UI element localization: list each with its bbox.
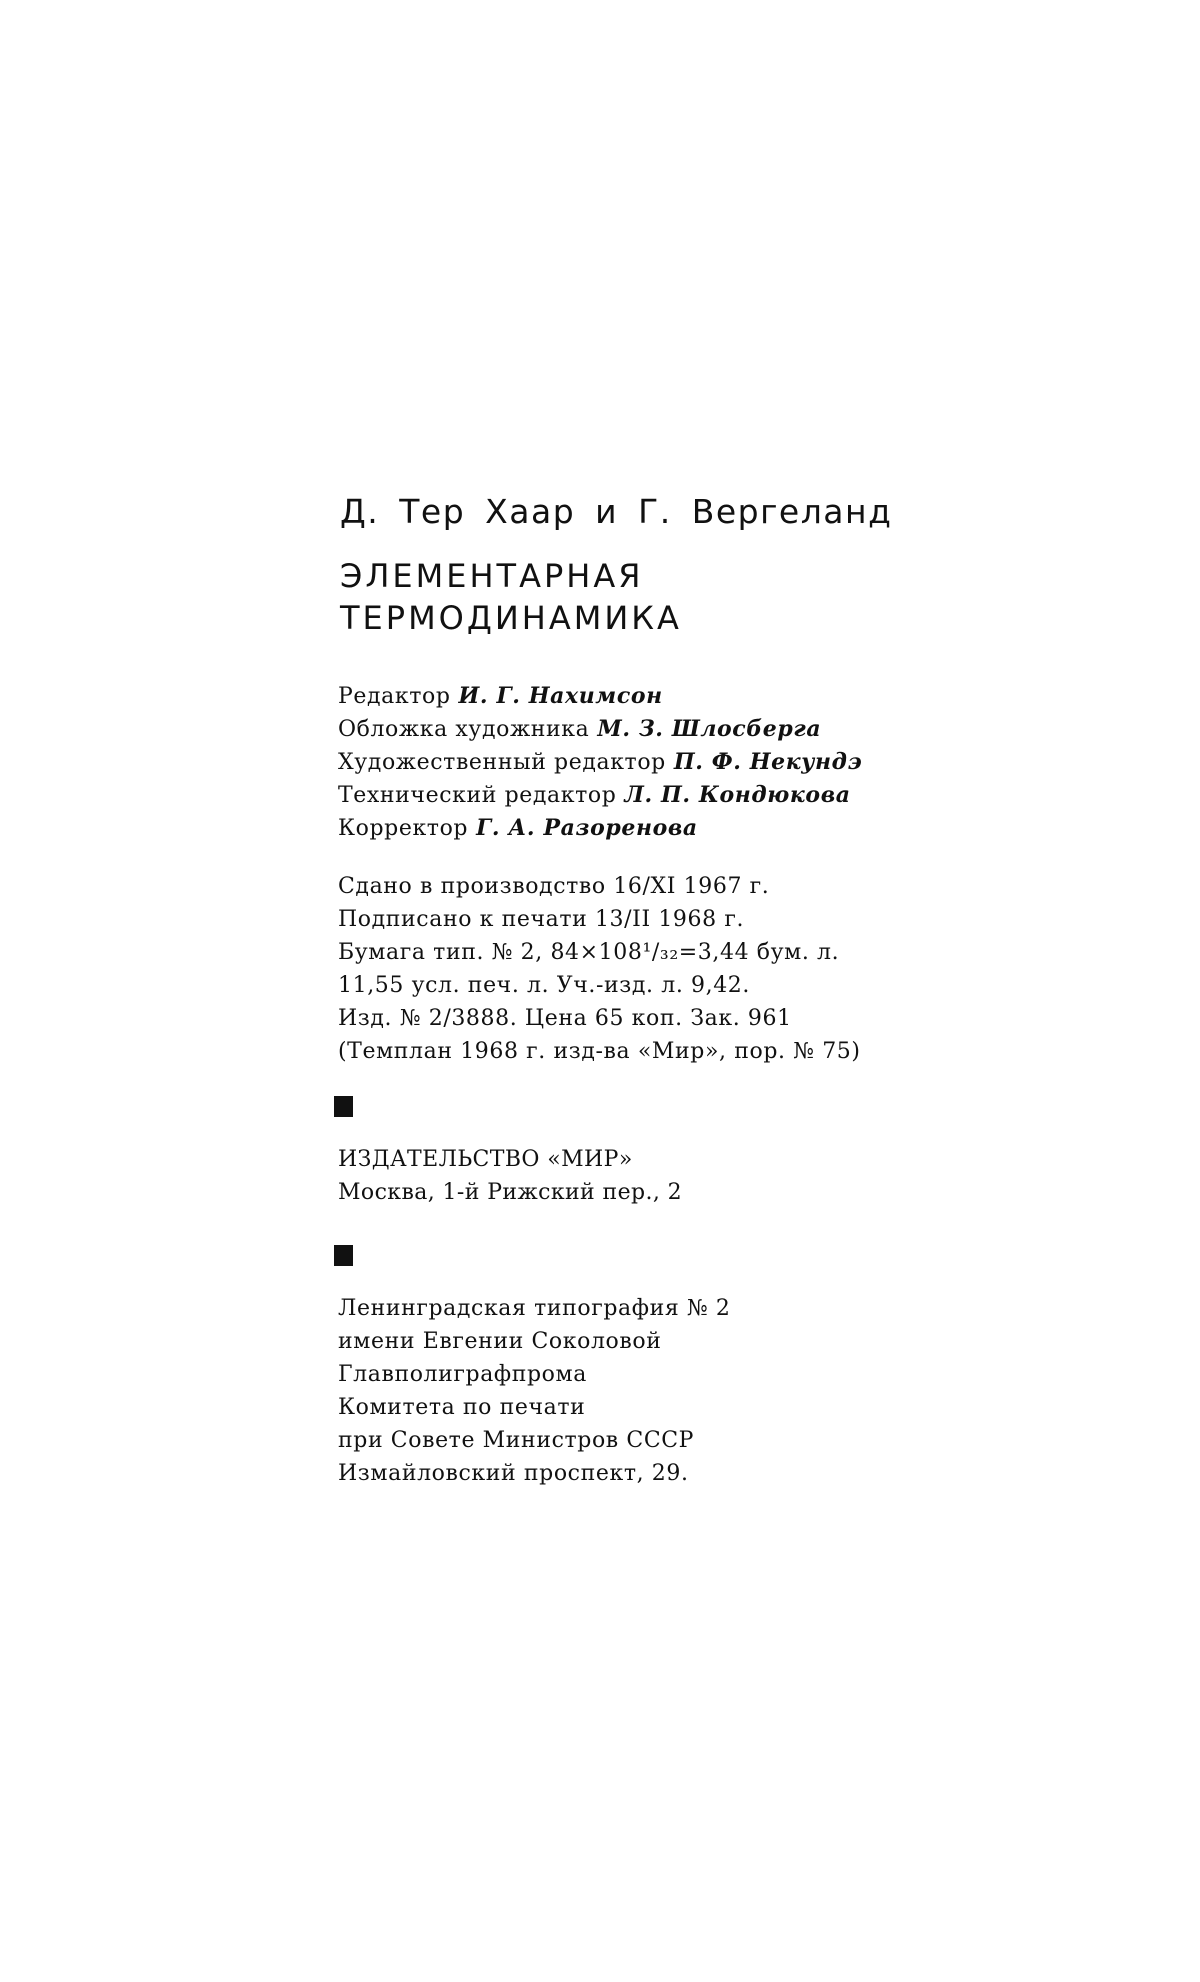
credit-name: П. Ф. Некундэ [673,749,863,775]
book-title-line-2: ТЕРМОДИНАМИКА [340,599,682,637]
credit-role: Обложка художника [338,717,590,742]
credit-name: И. Г. Нахимсон [458,683,663,709]
printer-block [338,1292,731,1490]
credit-proofreader [338,812,862,845]
credit-name: Г. А. Разоренова [476,815,698,841]
section-marker [334,1096,353,1117]
publisher-address: Москва, 1-й Рижский пер., 2 [338,1180,683,1205]
book-title [340,555,682,639]
printer-line: Измайловский проспект, 29. [338,1461,689,1486]
imprint-line: 11,55 усл. печ. л. Уч.-изд. л. 9,42. [338,973,750,998]
printer-line: Главполиграфпрома [338,1362,587,1387]
credit-art-editor [338,746,862,779]
printer-line: Комитета по печати [338,1395,586,1420]
imprint-line: Сдано в производство 16/XI 1967 г. [338,874,770,899]
credit-name: Л. П. Кондюкова [624,782,851,808]
credit-role: Технический редактор [338,783,617,808]
credit-editor [338,680,862,713]
publisher-name: ИЗДАТЕЛЬСТВО «МИР» [338,1147,633,1172]
section-marker [334,1245,353,1266]
imprint-block [338,870,861,1068]
imprint-line: Подписано к печати 13/II 1968 г. [338,907,745,932]
credit-role: Художественный редактор [338,750,666,775]
credits-block [338,680,862,845]
printer-line: Ленинградская типография № 2 [338,1296,731,1321]
credit-role: Корректор [338,816,469,841]
printer-line: имени Евгении Соколовой [338,1329,662,1354]
credit-cover-artist [338,713,862,746]
book-title-line-1: ЭЛЕМЕНТАРНАЯ [340,557,644,595]
credit-technical-editor [338,779,862,812]
credit-name: М. З. Шлосберга [597,716,822,742]
printer-line: при Совете Министров СССР [338,1428,695,1453]
credit-role: Редактор [338,684,451,709]
imprint-line: Бумага тип. № 2, 84×108¹/₃₂=3,44 бум. л. [338,940,840,965]
imprint-line: Изд. № 2/3888. Цена 65 коп. Зак. 961 [338,1006,792,1031]
imprint-line: (Темплан 1968 г. изд-ва «Мир», пор. № 75) [338,1039,861,1064]
publisher-block [338,1143,682,1209]
authors-line: Д. Тер Хаар и Г. Вергеланд [340,492,893,531]
